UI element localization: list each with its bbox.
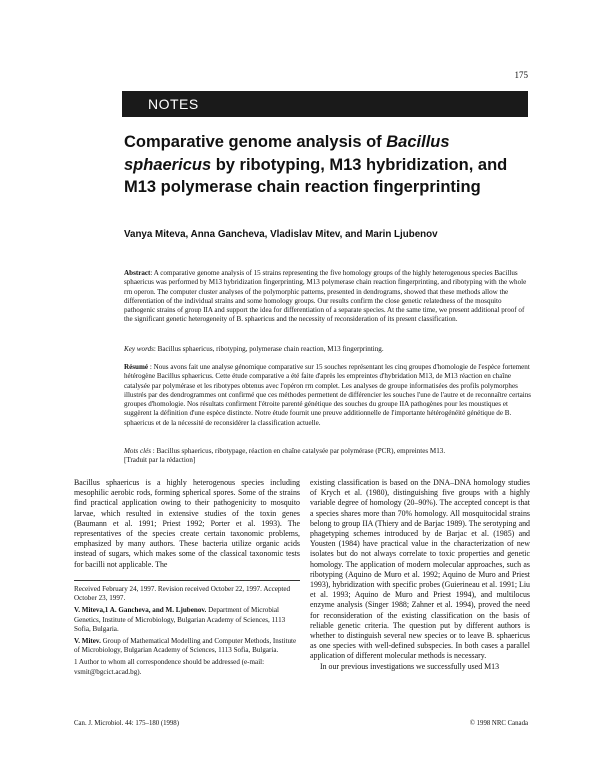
mots-cles-text: : Bacillus sphaericus, ribotypage, réaction en chaîne catalysée par polymérase (PCR), empreintes M13. [151, 447, 446, 455]
footnote-box [74, 580, 300, 680]
title-part-2: by ribotyping, M13 hybridization, and M13 polymerase chain reaction fingerprinting [124, 155, 508, 196]
abstract-text: : A comparative genome analysis of 15 strains representing the five homology groups of the highly heterogenous species Bacillus sphaericus was performed by M13 hybridization fingerprinting, M13 polymerase chain reaction fingerprinting, and ribotyping with the whole rrn operon. The computer cluster analyses of the polymorphic patterns, presented in dendrograms, showed that these methods allow the differentiation of the individual strains and some homology groups. Our results confirm the close genetic relatedness of the mosquito pathogenic strains of group IIA and support the idea for differentiation of a separate species. At the same time, we present additional proof of the significant genetic heterogeneity of B. sphaericus and the necessity of reconsideration of its present classification. [124, 269, 527, 324]
article-title [124, 131, 524, 199]
resume-label: Résumé [124, 363, 149, 371]
body-paragraph: Bacillus sphaericus is a highly heterogenous species including mesophilic aerobic rods, forming spherical spores. Some of the strains find practical application owing to their pathogenicity to mosquito larvae, which resulted in extensive studies of the toxin genes (Baumann et al. 1991; Priest 1992; Porter et al. 1993). The representatives of the species create certain taxonomic problems, emphasized by many authors. These bacteria utilize organic acids instead of sugars, which makes some of the classical taxonomic tests for bacilli not applicable. The [74, 478, 300, 569]
affiliation-2-text: Group of Mathematical Modelling and Computer Methods, Institute of Microbiology, Bulgarian Academy of Sciences, 1113 Sofia, Bulgaria. [74, 637, 297, 655]
body-column-right [310, 478, 530, 672]
title-species: Bacillus sphaericus [124, 133, 450, 174]
affiliation-2-names: V. Mitev. [74, 637, 101, 646]
affiliation-2 [74, 637, 300, 655]
author-list: Vanya Miteva, Anna Gancheva, Vladislav Mitev, and Marin Ljubenov [124, 229, 438, 240]
resume [124, 363, 532, 428]
copyright: © 1998 NRC Canada [469, 720, 528, 727]
keywords [124, 345, 532, 354]
page-number: 175 [514, 70, 528, 80]
affiliation-1-text: Department of Microbial Genetics, Institute of Microbiology, Bulgarian Academy of Sciences, 1113 Sofia, Bulgaria. [74, 606, 286, 633]
resume-text: : Nous avons fait une analyse génomique comparative sur 15 souches représentant les cinq groupes d'homologie de l'espèce fortement hétérogène Bacillus sphaericus. Cette étude comparative a été faite d'après les empreintes d'hybridation M13, de M13 réaction en chaîne catalysée par polymérase et les ribotypes obtenus avec l'opéron rrn complet. Les analyses de groupe informatisées des profils polymorphes illustrés par des dendrogrammes ont confirmé que ces méthodes permettent de différencier les souches l'une de l'autre et de reconnaître certains groupes d'homologie. Nos résultats confirment l'étroite parenté génétique des souches du groupe IIA pathogènes pour les moustiques et suggèrent la définition d'une espèce distincte. Notre étude fournit une preuve additionnelle de l'importante hétérogénéité génétique de B. sphaericus et de la nécessité de reconsidérer la classification actuelle. [124, 363, 532, 427]
translation-note: [Traduit par la rédaction] [124, 456, 196, 464]
mots-cles [124, 447, 532, 456]
correspondence-note: 1 Author to whom all correspondence should be addressed (e-mail: vsmit@bgcict.acad.bg). [74, 658, 265, 676]
section-banner [122, 91, 528, 117]
received-dates: Received February 24, 1997. Revision received October 22, 1997. Accepted October 23, 1997. [74, 585, 291, 603]
body-column-left [74, 478, 300, 570]
mots-cles-label: Mots clés [124, 447, 151, 455]
body-paragraph: In our previous investigations we successfully used M13 [320, 661, 500, 671]
keywords-text: : Bacillus sphaericus, ribotyping, polymerase chain reaction, M13 fingerprinting. [153, 345, 384, 353]
affiliation-1-names: V. Miteva,1 A. Gancheva, and M. Ljubenov. [74, 606, 207, 615]
abstract [124, 269, 532, 325]
body-paragraph: existing classification is based on the DNA–DNA homology studies of Krych et al. (1980), distinguishing five groups with a highly variable degree of homology (20–90%). The accepted concept is that a species shares more than 70% homology. All mosquitocidal strains belong to group IIA (Thiery and de Barjac 1989). The serotyping and phagetyping schemes introduced by de Barjac et al. (1985) and Yousten (1984) have practical value in the characterization of new isolates but do not always correlate to toxic properties and genetic homology. The application of modern molecular approaches, such as ribotyping (Aquino de Muro et al. 1992; Aquino de Muro and Priest 1993), hybridization with specific probes (Guierineau et al. 1991; Liu et al. 1993; Aquino de Muro and Priest 1994), and multilocus enzyme analysis (Singer 1988; Zahner et al. 1994), proved the need for reconsideration of the existing classification on the basis of reliable genetic criteria. The question put by different authors is whether to distinguish several new species or to leave B. sphaericus as one species with well-defined subspecies. In both cases a parallel application of different molecular methods is necessary. [310, 478, 530, 661]
keywords-label: Key words [124, 345, 154, 353]
journal-reference: Can. J. Microbiol. 44: 175–180 (1998) [74, 720, 179, 727]
affiliation-1 [74, 606, 300, 634]
section-label: NOTES [148, 96, 199, 112]
title-part-1: Comparative genome analysis of [124, 133, 387, 151]
abstract-label: Abstract [124, 269, 151, 277]
